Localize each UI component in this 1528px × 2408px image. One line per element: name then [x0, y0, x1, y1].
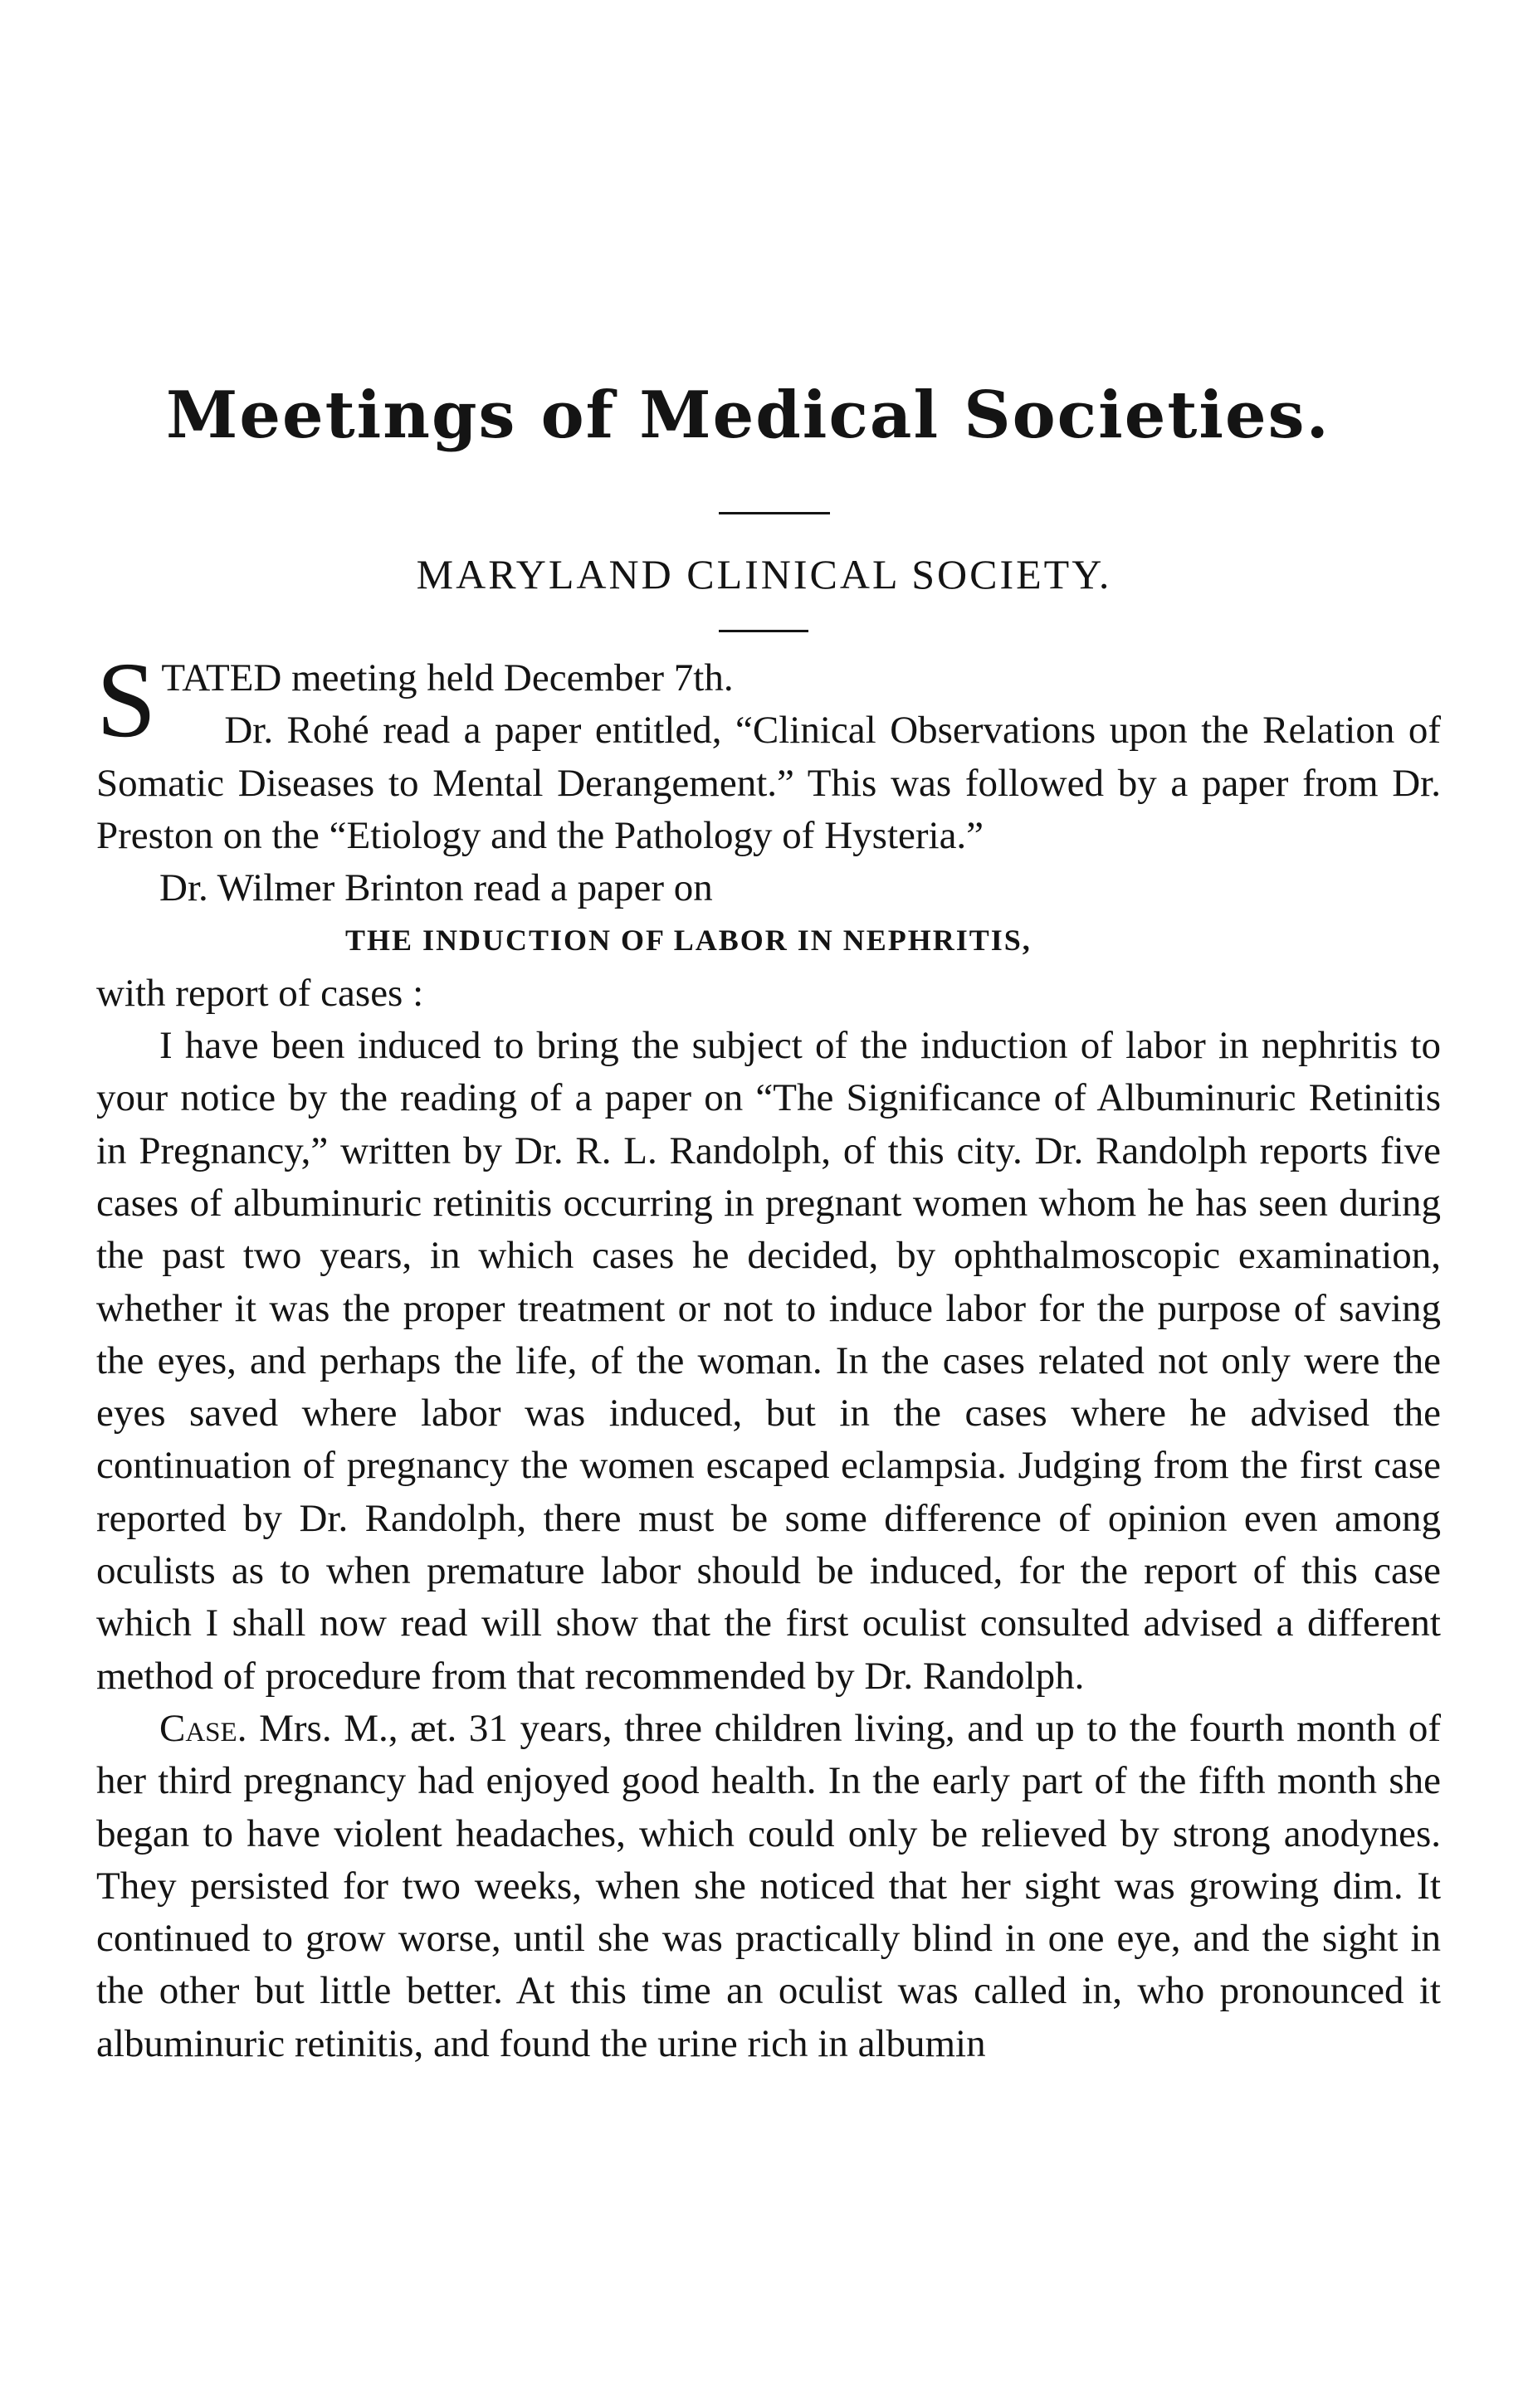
brinton-intro: Dr. Wilmer Brinton read a paper on	[159, 866, 713, 910]
case-text: Mrs. M., æt. 31 years, three children living, and up to the fourth month of her third pregnancy had enjoyed good health. In the early part of the fifth month she began to have violent headaches, which could only be relieved by strong anodynes. They persisted for two weeks, when she noticed that her sight was growing dim. It continued to grow worse, until she was practically blind in one eye, and the sight in the other but little better. At this time an oculist was called in, who pronounced it albuminuric retinitis, and found the urine rich in albumin	[96, 1706, 1442, 2065]
report-line: with report of cases :	[96, 971, 424, 1015]
case-paragraph	[96, 1703, 1441, 2070]
article-body	[96, 641, 1442, 2070]
paper-title: THE INDUCTION OF LABOR IN NEPHRITIS,	[345, 924, 1032, 958]
divider-rule-top	[719, 512, 830, 514]
case-label: Case.	[159, 1706, 247, 1750]
intro-paragraph	[96, 641, 1441, 760]
society-name: MARYLAND CLINICAL SOCIETY.	[416, 551, 1112, 597]
rohe-paragraph: Dr. Rohé read a paper entitled, “Clinical Observations upon the Relation of Somatic Diseases to Mental Derangement.” This was followed by a paper from Dr. Preston on the “Etiology and the Pathology of Hysteria.”	[96, 709, 1441, 857]
stated-meeting-line: TATED meeting held December 7th.	[161, 656, 734, 699]
divider-rule-bottom	[719, 630, 808, 632]
section-title: Meetings of Medical Societies.	[166, 378, 1330, 453]
body-paragraph: I have been induced to bring the subject of the induction of labor in nephritis to your notice by the reading of a paper on “The Significance of Albuminuric Retinitis in Pregnancy,” written by Dr. R. L. Randolph, of this city. Dr. Randolph reports five cases of albuminuric retinitis occurring in pregnant women whom he has seen during the past two years, in which cases he decided, by ophthalmoscopic examination, whether it was the proper treatment or not to induce labor for the purpose of saving the eyes, and perhaps the life, of the woman. In the cases related not only were the eyes saved where labor was induced, but in the cases where he advised the continuation of pregnancy the women escaped eclampsia. Judging from the first case reported by Dr. Randolph, there must be some difference of opinion even among oculists as to when premature labor should be induced, for the report of this case which I shall now read will show that the first oculist consulted advised a different method of procedure from that recommended by Dr. Randolph.	[96, 1024, 1441, 1698]
drop-cap: S	[96, 641, 157, 760]
